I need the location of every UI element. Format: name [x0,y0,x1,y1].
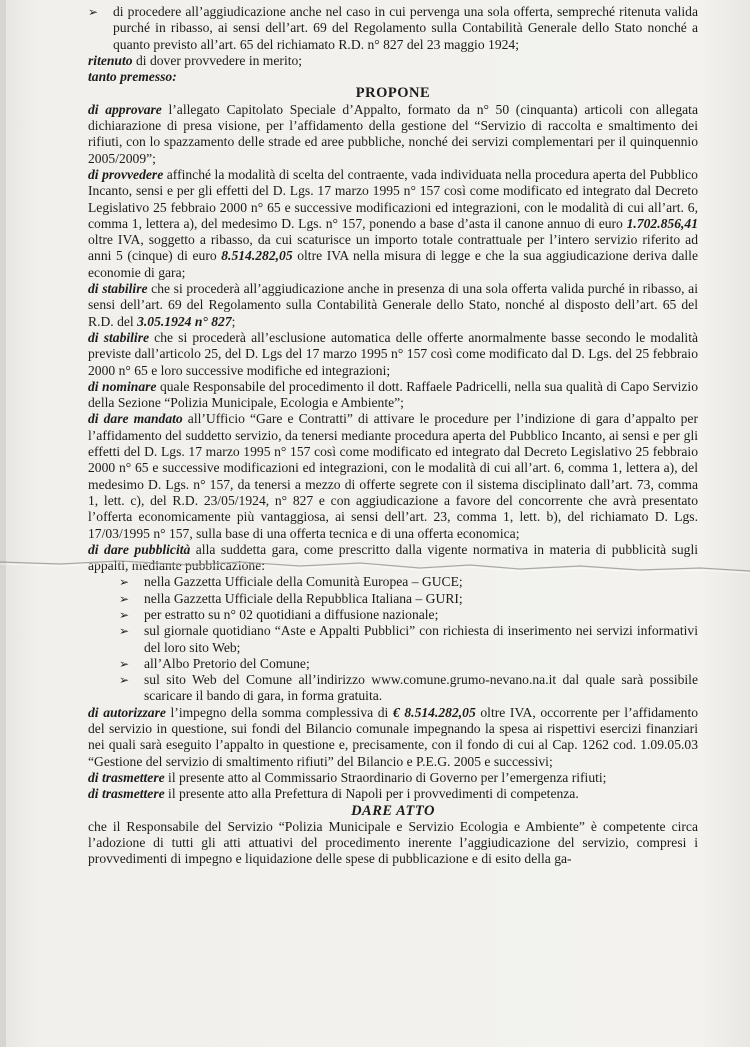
paragraph-trasmettere-2: di trasmettere il presente atto alla Prefettura di Napoli per i provvedimenti di competenza. [88,786,579,802]
paragraph-ritenuto: ritenuto di dover provvedere in merito; [88,52,303,68]
paragraph-approvare: di approvare l’allegato Capitolato Speciale d’Appalto, formato da n° 50 (cinquanta) articoli con allegata dichiarazione di presa visione, per l’affidamento della gestione del “Servizio di raccolta e smaltimento dei rifiuti, con lo spazzamento delle strade ed aree pubbliche, nonché dei servizi complementari per il quinquennio 2005/2009”; [88,101,698,166]
paragraph-stabilire-2: di stabilire che si procederà all’esclusione automatica delle offerte anormalmente basse secondo le modalità previste dall’articolo 25, del D. Lgs del 17 marzo 1995 n° 157 così come modificato dal D. Lgs. del 25 febbraio 2000 n° 65 e loro successive modifiche ed integrazioni; [88,329,699,378]
amount-total: 8.514.282,05 [221,248,293,264]
amount-annual: 1.702.856,41 [626,215,698,231]
publication-list [88,574,698,704]
list-item: ➢ per estratto su n° 02 quotidiani a diffusione nazionale; [88,607,698,623]
heading-propone: PROPONE [355,85,431,102]
paragraph-nominare: di nominare quale Responsabile del procedimento il dott. Raffaele Padricelli, nella sua qualità di Capo Servizio della Sezione “Polizia Municipale, Ecologia e Ambiente”; [88,378,698,411]
paragraph-dare-atto: che il Responsabile del Servizio “Polizia Municipale e Servizio Ecologia e Ambiente” è competente circa l’adozione di tutti gli atti attuativi del procedimento inerente l’aggiudicazione del servizio, compresi i provvedimenti di impegno e liquidazione delle spese di pubblicazione e di esito della ga- [88,818,698,867]
page-edge-shadow [0,0,6,1047]
paragraph-premesso [88,69,698,85]
paragraph-mandato: di dare mandato all’Ufficio “Gare e Contratti” di attivare le procedure per l’indizione di gara d’appalto per l’affidamento del suddetto servizio, da tenersi mediante procedura aperta del Pubblico Incanto, ai sensi e per gli effetti del D. Lgs. 17 marzo 1995 n° 157 così come modificato ed integrato dal Decreto Legislativo 25 febbraio 2000 n° 65 e successive modificazioni ed integrazioni, con le modalità di cui all’art. 6, comma 1, lettera a), del medesimo D. Lgs. n° 157, da tenersi a mezzo di offerte segrete con il sistema disciplinato dall’art. 73, comma 1, lett. c), del R.D. 23/05/1924, n° 827 e con aggiudicazione a favore del concorrente che avrà presentato l’offerta economicamente più vantaggiosa, ai sensi dell’art. 23, comma 1, lett. b), del richiamato D. Lgs. 17/03/1995 n° 157, sulla base di una offerta tecnica e di una offerta economica; [88,411,698,541]
paragraph-trasmettere-1: di trasmettere il presente atto al Commissario Straordinario di Governo per l’emergenza rifiuti; [88,769,607,785]
paragraph-provvedere: di provvedere affinché la modalità di scelta del contraente, vada individuata nella procedura aperta del Pubblico Incanto, sensi e per gli effetti del D. Lgs. 17 marzo 1995 n° 157 così come modificato ed integrato dal Decreto Legislativo 25 febbraio 2000 n° 65 e successive modificazioni ed integrazioni, con le modalità di cui all’art. 6, comma 1, lettera a), del medesimo D. Lgs. n° 157, ponendo a base d’asta il canone annuo di euro 1.702.856,41 oltre IVA, soggetto a ribasso, da cui scaturisce un importo totale contrattuale per l’intero servizio riferito ad anni 5 (cinque) di euro 8.514.282,05 oltre IVA nella misura di legge e che la sua aggiudicazione deriva dalle economie di gara; [88,166,698,280]
paragraph-pubblicita: di dare pubblicità alla suddetta gara, come prescritto dalla vigente normativa in materia di pubblicità sugli appalti, mediante pubblicazione: [88,541,699,574]
list-item: ➢ sul giornale quotidiano “Aste e Appalti Pubblici” con richiesta di inserimento nei servizi informativi del loro sito Web; [88,623,698,656]
paragraph-stabilire-1: di stabilire che si procederà all’aggiudicazione anche in presenza di una sola offerta valida purché in ribasso, ai sensi dell’art. 69 del Regolamento sulla Contabilità Generale dello Stato, nonché al disposto dell’art. 65 del R.D. del 3.05.1924 n° 827; [88,281,698,329]
list-item: ➢ all’Albo Pretorio del Comune; [88,656,698,672]
list-item: ➢ sul sito Web del Comune all’indirizzo www.comune.grumo-nevano.na.it dal quale sarà possibile scaricare il bando di gara, in forma gratuita. [88,672,698,705]
ritenuto-label: ritenuto [88,52,133,68]
premesso-label: tanto premesso: [88,69,177,85]
document-body [88,4,698,868]
list-item: ➢ nella Gazzetta Ufficiale della Repubblica Italiana – GURI; [88,591,698,607]
paragraph-autorizzare: di autorizzare l’impegno della somma complessiva di € 8.514.282,05 oltre IVA, occorrente per l’affidamento del servizio in questione, sui fondi del Bilancio comunale impegnando la spesa ai rispettivi esercizi finanziari nei quali sarà eseguito l’appalto in questione e, precisamente, con il fondo di cui al Cap. 1262 cod. 1.09.05.03 “Gestione del servizio di smaltimento rifiuti” del Bilancio e P.E.G. 2005 e successivi; [88,704,699,769]
paragraph-intro-aggiudicazione: ➢ di procedere all’aggiudicazione anche nel caso in cui pervenga una sola offerta, sempreché ritenuta valida purché in ribasso, ai sensi dell’art. 69 del Regolamento sulla Contabilità Generale dello Stato nonché a quanto previsto all’art. 65 del richiamato R.D. n° 827 del 23 maggio 1924; [88,4,698,53]
amount-commitment: € 8.514.282,05 [392,704,476,720]
list-item: ➢ nella Gazzetta Ufficiale della Comunità Europea – GUCE; [88,574,698,590]
heading-dare-atto: DARE ATTO [351,802,435,819]
